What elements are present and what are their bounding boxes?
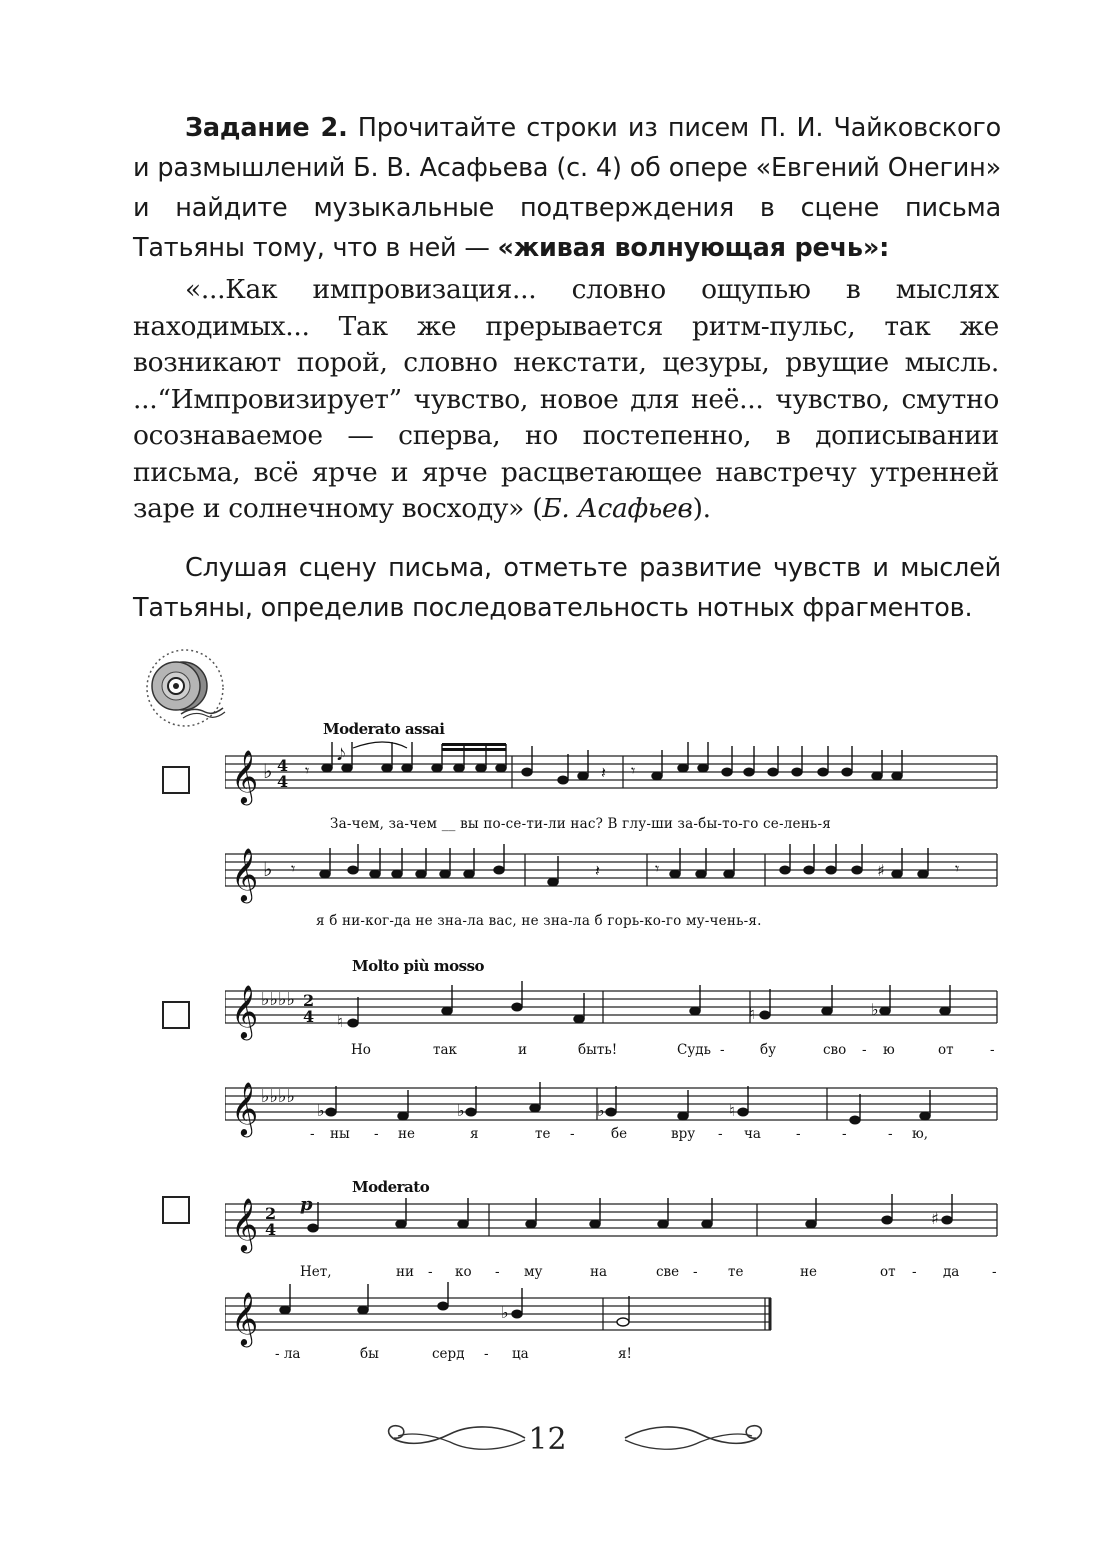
svg-text:4: 4 [277, 756, 289, 775]
svg-text:♯: ♯ [931, 1209, 939, 1228]
syllable: Нет, [300, 1264, 332, 1280]
syllable: - [374, 1126, 379, 1142]
fragment-3-staff-1 [225, 1188, 1000, 1258]
syllable: ю, [912, 1126, 929, 1142]
svg-text:♭: ♭ [597, 1101, 605, 1120]
svg-text:𝄽: 𝄽 [601, 763, 606, 782]
fragment-3-dynamic: p [300, 1194, 313, 1215]
svg-text:𝄞: 𝄞 [231, 847, 259, 901]
right-ornament-icon [620, 1418, 770, 1458]
syllable: я [470, 1126, 479, 1142]
svg-text:𝄾: 𝄾 [291, 859, 296, 878]
svg-text:♭: ♭ [263, 857, 273, 881]
svg-text:4: 4 [265, 1220, 277, 1239]
syllable: ни [396, 1264, 414, 1280]
svg-text:♮: ♮ [337, 1012, 343, 1031]
fragment-2-checkbox[interactable] [162, 1001, 190, 1029]
fragment-1-lyrics-2: я б ни-ког-да не зна-ла вас, не зна-ла б горь-ко-го му-чень-я. [316, 913, 762, 929]
syllable: - [796, 1126, 801, 1142]
svg-text:♮: ♮ [749, 1004, 755, 1023]
fragment-3-staff-2 [225, 1282, 1000, 1352]
quote-author: Б. Асафьев [542, 493, 693, 524]
asafyev-quote [133, 272, 999, 528]
syllable: - [720, 1042, 725, 1058]
syllable: ча [744, 1126, 761, 1142]
cd-disc-icon [143, 648, 227, 737]
syllable: све [656, 1264, 680, 1280]
svg-text:♭♭♭♭: ♭♭♭♭ [261, 1086, 295, 1107]
svg-text:𝅘𝅥𝅮: 𝅘𝅥𝅮 [337, 745, 346, 764]
syllable: - [484, 1346, 489, 1362]
syllable: те [535, 1126, 551, 1142]
svg-text:𝄞: 𝄞 [231, 1081, 259, 1135]
svg-text:♭: ♭ [263, 759, 273, 783]
svg-text:4: 4 [277, 772, 289, 791]
syllable: серд [432, 1346, 465, 1362]
fragment-2-staff-1 [225, 975, 1000, 1045]
syllable: не [398, 1126, 415, 1142]
syllable: на [590, 1264, 608, 1280]
syllable: - [912, 1264, 917, 1280]
fragment-3-tempo: Moderato [352, 1178, 430, 1196]
quote-text: «...Как импровизация... словно ощупью в мыслях находимых... Так же прерывается ритм-пульс, так же возникают порой, словно некстати, цезуры, рвущие мысль. ...“Импровизирует” чувство, новое для неё... чувство, смутно осознаваемое — сперва, но постепенно, в дописывании письма, всё ярче и ярче расцветающее навстречу утренней заре и солнечному восходу» ( [133, 274, 999, 524]
syllable: - [862, 1042, 867, 1058]
syllable: - [495, 1264, 500, 1280]
syllable: и [518, 1042, 527, 1058]
syllable: те [728, 1264, 744, 1280]
svg-text:2: 2 [265, 1204, 277, 1223]
syllable: бу [760, 1042, 777, 1058]
syllable: му [524, 1264, 543, 1280]
syllable: - [310, 1126, 315, 1142]
syllable: так [433, 1042, 457, 1058]
syllable: я! [618, 1346, 632, 1362]
syllable: ко [455, 1264, 472, 1280]
task-text: Прочитайте строки из писем П. И. Чайковского и размышлений Б. В. Асафьева (с. 4) об опере «Евгений Онегин» и найдите музыкальные подтверждения в сцене письма Татьяны тому, что в ней — [133, 113, 1002, 263]
svg-text:♭: ♭ [501, 1303, 509, 1322]
fragment-1-tempo: Moderato assai [323, 720, 445, 738]
syllable: не [800, 1264, 817, 1280]
svg-text:𝄞: 𝄞 [231, 984, 259, 1038]
syllable: вру [671, 1126, 696, 1142]
fragment-2-tempo: Molto più mosso [352, 957, 485, 975]
task-label: Задание 2. [185, 113, 348, 143]
svg-text:𝄾: 𝄾 [631, 761, 636, 780]
task-paragraph [133, 108, 1001, 268]
syllable: Судь [677, 1042, 711, 1058]
svg-text:2: 2 [303, 991, 315, 1010]
syllable: бе [611, 1126, 628, 1142]
syllable: - [992, 1264, 997, 1280]
fragment-1-checkbox[interactable] [162, 766, 190, 794]
svg-text:♭: ♭ [457, 1101, 465, 1120]
fragment-1-lyrics-1: За-чем, за-чем __ вы по-се-ти-ли нас? В глу-ши за-бы-то-го се-лень-я [330, 816, 831, 832]
svg-text:𝄞: 𝄞 [231, 749, 259, 803]
syllable: Но [351, 1042, 371, 1058]
syllable: ны [330, 1126, 350, 1142]
svg-text:𝄽: 𝄽 [595, 861, 600, 880]
syllable: от [938, 1042, 954, 1058]
svg-text:𝄾: 𝄾 [955, 859, 960, 878]
svg-text:4: 4 [303, 1007, 315, 1026]
syllable: - [718, 1126, 723, 1142]
page-number: 12 [528, 1422, 567, 1457]
syllable: сво [823, 1042, 847, 1058]
svg-text:𝄞: 𝄞 [231, 1291, 259, 1345]
syllable: - [570, 1126, 575, 1142]
listening-instruction: Слушая сцену письма, отметьте развитие чувств и мыслей Татьяны, определив последовательность нотных фрагментов. [133, 553, 1001, 623]
syllable: ю [883, 1042, 895, 1058]
svg-text:♮: ♮ [729, 1101, 735, 1120]
syllable: - ла [275, 1346, 301, 1362]
svg-text:♯: ♯ [877, 861, 885, 880]
syllable: - [428, 1264, 433, 1280]
svg-text:♭♭♭♭: ♭♭♭♭ [261, 989, 295, 1010]
syllable: от [880, 1264, 896, 1280]
fragment-1-staff-2 [225, 838, 1000, 908]
syllable: - [693, 1264, 698, 1280]
syllable: да [943, 1264, 960, 1280]
syllable: - [990, 1042, 995, 1058]
svg-text:♭: ♭ [871, 1000, 879, 1019]
quote-end: ). [692, 493, 711, 524]
fragment-1-staff-1 [225, 740, 1000, 820]
syllable: - [842, 1126, 847, 1142]
syllable: - [888, 1126, 893, 1142]
svg-text:𝄞: 𝄞 [231, 1197, 259, 1251]
svg-text:𝄾: 𝄾 [305, 761, 310, 780]
task-emphasis: «живая волнующая речь»: [497, 233, 890, 263]
svg-text:𝄾: 𝄾 [655, 859, 660, 878]
syllable: ца [512, 1346, 529, 1362]
svg-text:♭: ♭ [317, 1101, 325, 1120]
syllable: быть! [578, 1042, 618, 1058]
syllable: бы [360, 1346, 379, 1362]
fragment-3-checkbox[interactable] [162, 1196, 190, 1224]
